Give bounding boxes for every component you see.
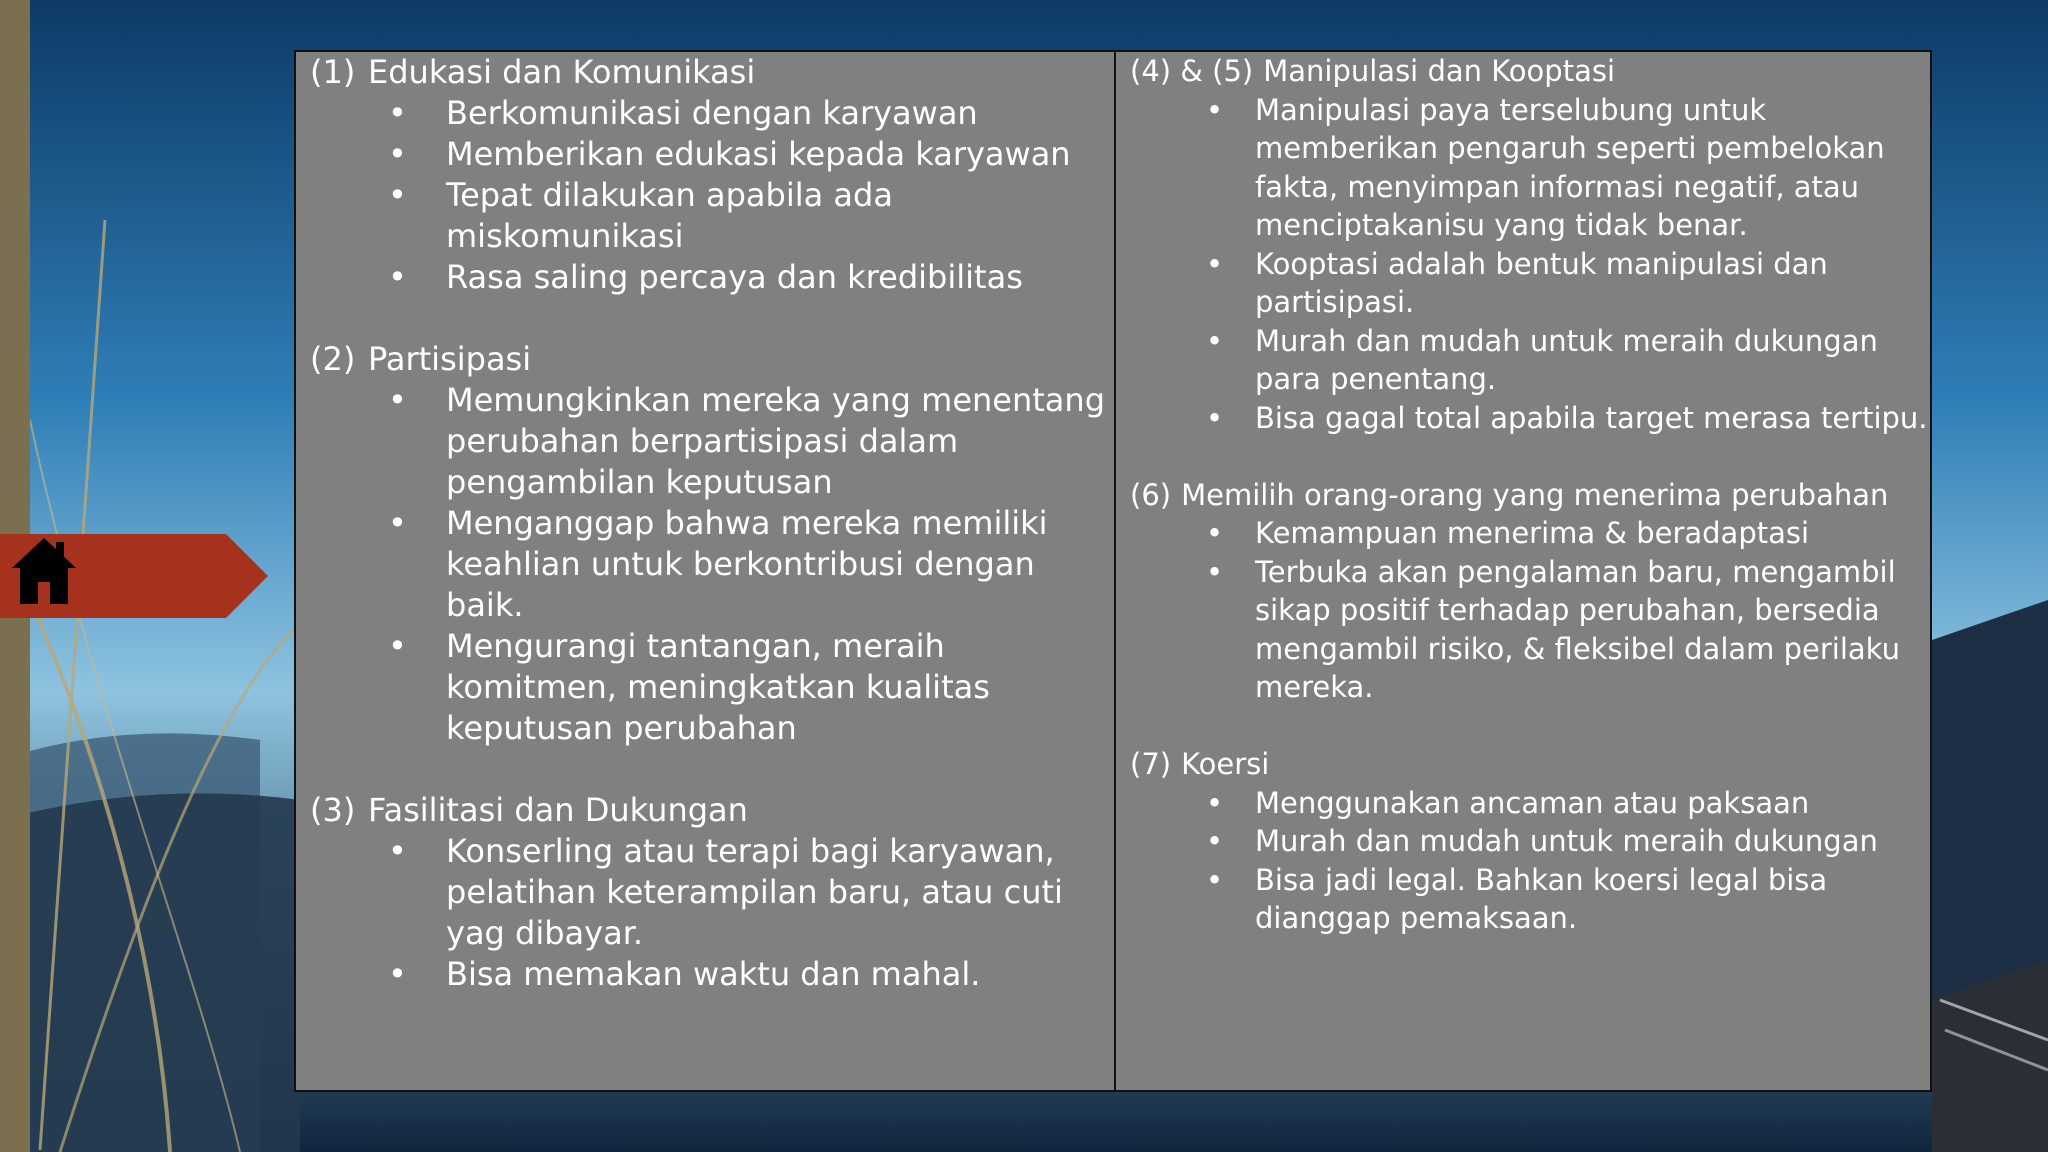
section-number: (4) & (5): [1130, 54, 1254, 88]
section-title: Memilih orang-orang yang menerima perubahan: [1181, 477, 1889, 512]
section-3: [310, 790, 1110, 995]
bullet-icon: •: [388, 176, 407, 214]
list-item: • Mengurangi tantangan, meraih komitmen, meningkatkan kualitas keputusan perubahan: [388, 627, 990, 747]
section-title: Edukasi dan Komunikasi: [368, 53, 756, 91]
left-content-panel: [294, 50, 1116, 1092]
list-item: • Memungkinkan mereka yang menentang perubahan berpartisipasi dalam pengambilan keputusan: [388, 381, 1105, 501]
bullet-icon: •: [388, 381, 407, 419]
section-1: [310, 52, 1110, 298]
list-item: • Konserling atau terapi bagi karyawan, pelatihan keterampilan baru, atau cuti yag dibayar.: [388, 832, 1063, 952]
bullet-icon: •: [388, 832, 407, 870]
section-title: Koersi: [1181, 747, 1270, 781]
section-2: [310, 339, 1110, 749]
bullet-icon: •: [388, 955, 407, 993]
list-item: • Kemampuan menerima & beradaptasi: [1130, 514, 1930, 553]
bullet-icon: •: [1206, 516, 1224, 550]
list-item: • Rasa saling percaya dan kredibilitas: [388, 258, 1023, 296]
section-4-5: [1130, 52, 1930, 437]
list-item: • Bisa gagal total apabila target merasa tertipu.: [1130, 399, 1930, 438]
list-item: • Bisa memakan waktu dan mahal.: [388, 955, 981, 993]
bullet-icon: •: [1206, 554, 1224, 589]
right-content-panel: [1114, 50, 1932, 1092]
section-number: (6): [1130, 477, 1172, 512]
list-item: • Tepat dilakukan apabila ada miskomunikasi: [388, 176, 893, 255]
bullet-icon: •: [1206, 400, 1224, 435]
bullet-icon: •: [388, 135, 407, 173]
list-item: • Terbuka akan pengalaman baru, mengambil sikap positif terhadap perubahan, bersedia mengambil risiko, & fleksibel dalam perilaku mereka.: [1206, 554, 1900, 704]
home-icon[interactable]: [10, 534, 78, 608]
bullet-icon: •: [388, 504, 407, 542]
bullet-icon: •: [1206, 862, 1224, 897]
list-item: • Menganggap bahwa mereka memiliki keahlian untuk berkontribusi dengan baik.: [388, 504, 1048, 624]
bullet-icon: •: [388, 627, 407, 665]
list-item: • Berkomunikasi dengan karyawan: [388, 94, 978, 132]
section-7: [1130, 745, 1930, 938]
list-item: • Bisa jadi legal. Bahkan koersi legal bisa dianggap pemaksaan.: [1206, 862, 1828, 935]
list-item: • Murah dan mudah untuk meraih dukungan para penentang.: [1206, 323, 1878, 396]
list-item: • Manipulasi paya terselubung untuk memberikan pengaruh seperti pembelokan fakta, menyimpan informasi negatif, atau menciptakanisu yang tidak benar.: [1206, 92, 1885, 242]
bullet-icon: •: [388, 94, 407, 132]
bullet-icon: •: [1206, 92, 1224, 127]
section-number: (2): [310, 340, 356, 378]
bullet-icon: •: [1206, 246, 1224, 281]
section-title: Manipulasi dan Kooptasi: [1263, 54, 1615, 88]
section-number: (1): [310, 53, 356, 91]
section-number: (7): [1130, 747, 1172, 781]
bullet-icon: •: [1206, 323, 1224, 358]
section-title: Partisipasi: [368, 340, 532, 378]
section-number: (3): [310, 791, 356, 829]
list-item: • Memberikan edukasi kepada karyawan: [388, 135, 1071, 173]
bullet-icon: •: [1206, 785, 1224, 820]
list-item: • Kooptasi adalah bentuk manipulasi dan partisipasi.: [1206, 246, 1828, 319]
bullet-icon: •: [1206, 824, 1224, 858]
section-title: Fasilitasi dan Dukungan: [368, 791, 748, 829]
list-item: • Murah dan mudah untuk meraih dukungan: [1130, 822, 1930, 861]
bullet-icon: •: [388, 258, 407, 296]
section-6: [1130, 476, 1930, 707]
list-item: • Menggunakan ancaman atau paksaan: [1130, 784, 1930, 823]
